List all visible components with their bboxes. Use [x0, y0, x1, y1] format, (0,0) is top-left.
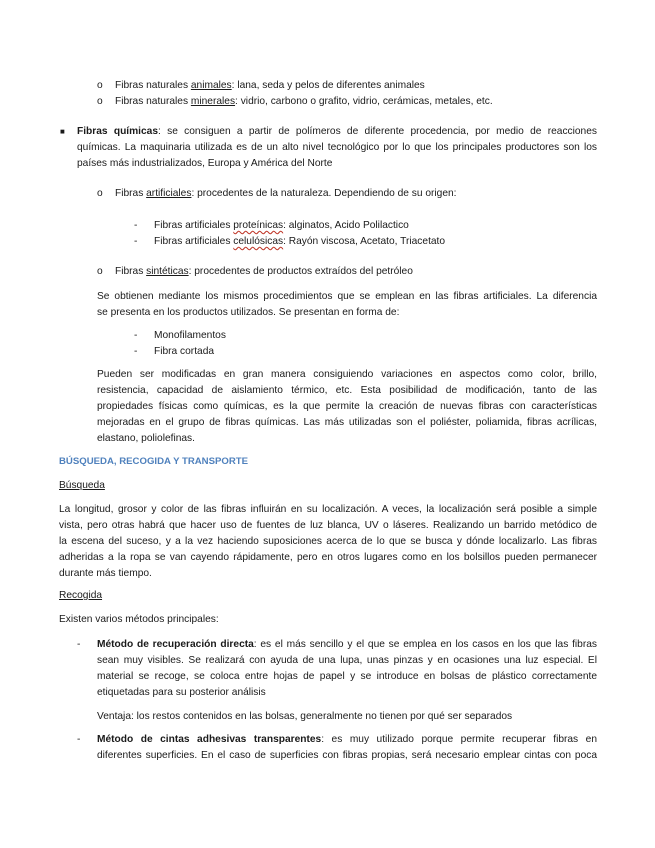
sinteticas-para2-line: resistencia, capacidad de aislamiento térmico, etc. Esta posibilidad de modificación, tanto de las	[97, 385, 597, 396]
square-bullet-icon: ■	[60, 127, 65, 136]
text: : es el más sencillo y el que se emplea en los casos en los que las fibras	[253, 639, 597, 650]
dash-bullet-icon: -	[134, 236, 138, 247]
method1-line: sean muy visibles. Se realizará con ayuda de una lupa, unas pinzas y en ocasiones una luz especial. El	[97, 655, 597, 666]
circle-bullet-icon: o	[97, 80, 103, 91]
section-heading: BÚSQUEDA, RECOGIDA Y TRANSPORTE	[59, 456, 249, 467]
dash-bullet-icon: -	[77, 734, 81, 745]
busqueda-title: Búsqueda	[59, 480, 105, 491]
method1-line: material se recoge, se coloca entre hojas de papel y se introduce en bolsas de plástico correctamente	[97, 671, 597, 682]
quimicas-line-3: países más industrializados, Europa y América del Norte	[77, 158, 333, 169]
term-animales: animales	[190, 80, 232, 91]
list-item-celulosicas	[154, 235, 445, 248]
text: Fibras artificiales	[154, 220, 234, 231]
sinteticas-para1-line: se presenta en los productos utilizados. Se presentan en forma de:	[97, 307, 400, 318]
method2-title: Método de cintas adhesivas transparentes	[97, 734, 322, 745]
list-item-sinteticas	[115, 265, 413, 278]
sinteticas-para2-line: mejoradas en el grupo de fibras químicas. Las más utilizadas son el poliéster, poliamida, fibras acrílicas,	[97, 417, 597, 428]
dash-bullet-icon: -	[134, 220, 138, 231]
text: : se consiguen a partir de polímeros de diferente procedencia, por medio de reacciones	[158, 126, 597, 137]
quimicas-line-2: químicas. La maquinaria utilizada es de un alto nivel tecnológico por lo que los principales productores son los	[77, 142, 597, 153]
busqueda-line: vista, pero otras habrá que hacer uso de fuentes de luz blanca, UV o láseres. Realizando un barrido metódico de	[59, 520, 597, 531]
text: Fibras naturales	[115, 96, 191, 107]
list-item-animales	[115, 79, 425, 92]
text: : alginatos, Acido Polilactico	[283, 220, 409, 231]
method2-line: diferentes superficies. En el caso de superficies con fibras propias, será necesario emplear cintas con poca	[97, 750, 597, 761]
method1-title: Método de recuperación directa	[97, 639, 254, 650]
term-artificiales: artificiales	[146, 188, 192, 199]
term-sinteticas: sintéticas	[146, 266, 189, 277]
sinteticas-para2-line: Pueden ser modificadas en gran manera consiguiendo variaciones en aspectos como color, brillo,	[97, 369, 597, 380]
text: : procedentes de productos extraídos del petróleo	[188, 266, 413, 277]
list-item-artificiales	[115, 187, 457, 200]
sinteticas-para2-line: propiedades físicas como químicas, es la que permite la creación de nuevas fibras con características	[97, 401, 597, 412]
method1-line	[97, 638, 597, 651]
quimicas-line-1	[77, 125, 597, 138]
ventaja-text: Ventaja: los restos contenidos en las bolsas, generalmente no tienen por qué ser separados	[97, 711, 513, 722]
sinteticas-para2-line: elastano, poliolefinas.	[97, 433, 195, 444]
list-item-minerales	[115, 95, 493, 108]
dash-bullet-icon: -	[77, 639, 81, 650]
busqueda-line: la escena del suceso, y a la vez haciendo suposiciones acerca de lo que se busca y dónde localizarlo. Las fibras	[59, 536, 597, 547]
text: : vidrio, carbono o grafito, vidrio, cerámicas, metales, etc.	[235, 96, 493, 107]
text: Fibras artificiales	[154, 236, 234, 247]
dash-bullet-icon: -	[134, 346, 138, 357]
method2-line	[97, 733, 597, 746]
circle-bullet-icon: o	[97, 188, 103, 199]
text: : es muy utilizado porque permite recuperar fibras en	[321, 734, 597, 745]
busqueda-line: La longitud, grosor y color de las fibras influirán en su localización. A veces, la localización será posible a simple	[59, 504, 597, 515]
text: : procedentes de la naturaleza. Dependiendo de su origen:	[191, 188, 457, 199]
circle-bullet-icon: o	[97, 266, 103, 277]
recogida-title: Recogida	[59, 590, 103, 601]
dash-bullet-icon: -	[134, 330, 138, 341]
list-item-proteinicas	[154, 219, 409, 232]
circle-bullet-icon: o	[97, 96, 103, 107]
text: Fibras naturales	[115, 80, 191, 91]
recogida-intro: Existen varios métodos principales:	[59, 614, 219, 625]
term-minerales: minerales	[190, 96, 236, 107]
text: : lana, seda y pelos de diferentes animales	[231, 80, 425, 91]
term-celulosicas: celulósicas	[233, 236, 284, 247]
sinteticas-para1-line: Se obtienen mediante los mismos procedimientos que se emplean en las fibras artificiales. La diferencia	[97, 291, 597, 302]
busqueda-line: durante más tiempo.	[59, 568, 152, 579]
text: Fibras	[115, 266, 147, 277]
busqueda-line: adheridas a la ropa se van cayendo rápidamente, pero en otros lugares como en los bolsillos pueden permanecer	[59, 552, 597, 563]
term-proteinicas: proteínicas	[233, 220, 284, 231]
form-item: Fibra cortada	[154, 346, 215, 357]
text: Fibras	[115, 188, 147, 199]
text: : Rayón viscosa, Acetato, Triacetato	[283, 236, 446, 247]
quimicas-title: Fibras químicas	[77, 126, 159, 137]
method1-line: etiquetadas para su posterior análisis	[97, 687, 266, 698]
form-item: Monofilamentos	[154, 330, 226, 341]
